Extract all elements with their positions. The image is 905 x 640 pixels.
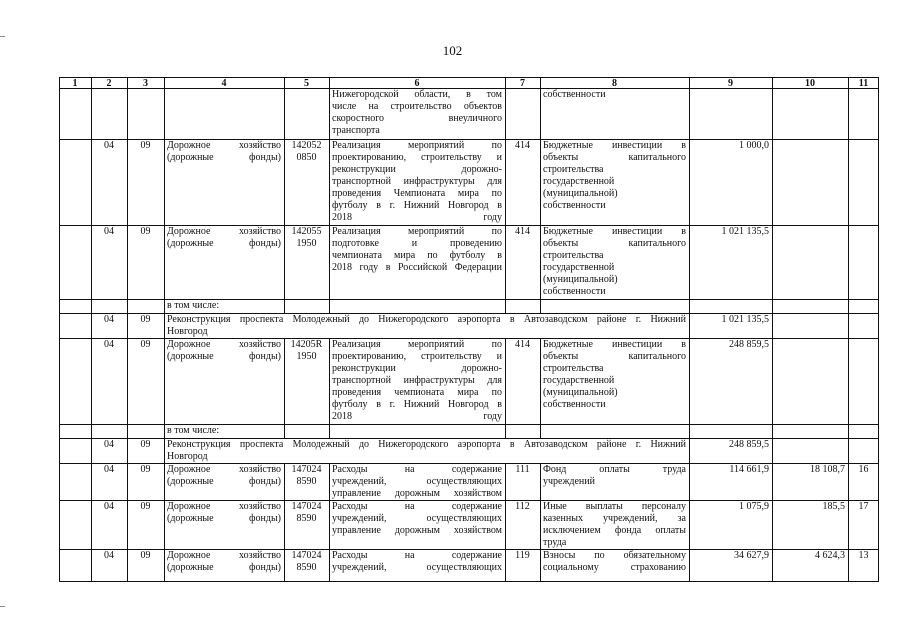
table-cell-8: Фонд оплаты труда учреждений xyxy=(543,464,686,487)
table-cell-9: 1 021 135,5 xyxy=(721,226,769,237)
table-cell-8: Взносы по обязательному социальному страхованию xyxy=(543,550,686,573)
table-cell-5: 147024 8590 xyxy=(291,550,322,573)
table-cell-2: 04 xyxy=(104,226,114,237)
table-cell-4: Дорожное хозяйство (дорожные фонды) xyxy=(167,140,281,163)
table-cell-7: 119 xyxy=(515,550,530,561)
column-divider xyxy=(127,77,128,582)
column-divider xyxy=(848,77,849,582)
table-cell-3: 09 xyxy=(140,140,151,151)
table-cell-6: Реализация мероприятий по проектированию, строительству и реконструкции дорожно- транспортной инфраструктуры для проведения чемпионата мира по футболу в г. Нижний Новгород в 2018 году xyxy=(332,339,502,422)
table-cell-2: 04 xyxy=(104,464,114,475)
header-cell: 6 xyxy=(414,78,420,88)
table-cell-2: 04 xyxy=(104,439,114,450)
table-cell-6: Нижегородской области, в том числе на строительство объектов скоростного внеуличного транспорта xyxy=(332,89,502,136)
table-cell-5: 147024 8590 xyxy=(291,464,322,487)
table-cell-2: 04 xyxy=(104,339,114,350)
column-divider xyxy=(59,77,60,582)
table-cell-3: 09 xyxy=(140,314,151,325)
table-cell-4: в том числе: xyxy=(167,425,220,436)
header-cell: 3 xyxy=(143,78,148,88)
table-cell-9: 1 075,9 xyxy=(739,501,769,512)
table-border-top xyxy=(59,77,879,78)
header-cell: 7 xyxy=(520,78,525,88)
table-cell-11: 16 xyxy=(858,464,869,475)
table-cell-4: Дорожное хозяйство (дорожные фонды) xyxy=(167,226,281,249)
table-cell-8: собственности xyxy=(543,89,606,100)
table-cell-11: 13 xyxy=(858,550,869,561)
table-cell-5: 142052 0850 xyxy=(291,140,322,163)
header-cell: 11 xyxy=(858,78,869,88)
table-cell-7: 414 xyxy=(515,339,530,350)
table-cell-9: 1 021 135,5 xyxy=(721,314,769,325)
header-cell: 10 xyxy=(805,78,815,88)
table-cell-5: 142055 1950 xyxy=(291,226,322,249)
header-cell: 1 xyxy=(72,78,78,88)
table-cell-2: 04 xyxy=(104,314,114,325)
table-cell-10: 185,5 xyxy=(822,501,845,512)
table-cell-3: 09 xyxy=(140,339,151,350)
table-cell-7: 414 xyxy=(515,140,530,151)
table-cell-2: 04 xyxy=(104,501,114,512)
table-cell-9: 34 627,9 xyxy=(734,550,769,561)
header-cell: 4 xyxy=(221,78,227,88)
header-cell: 9 xyxy=(728,78,733,88)
table-cell-4: Реконструкция проспекта Молодежный до Нижегородского аэропорта в Автозаводском районе г. Нижний Новгород xyxy=(167,314,686,337)
table-cell-9: 114 661,9 xyxy=(729,464,769,475)
table-cell-3: 09 xyxy=(140,501,151,512)
table-cell-10: 18 108,7 xyxy=(810,464,845,475)
table-cell-4: Реконструкция проспекта Молодежный до Нижегородского аэропорта в Автозаводском районе г. Нижний Новгород xyxy=(167,439,686,462)
column-divider xyxy=(164,77,165,582)
table-cell-5: 147024 8590 xyxy=(291,501,322,524)
table-cell-6: Расходы на содержание учреждений, осуществляющих управление дорожным хозяйством xyxy=(332,501,502,536)
table-cell-3: 09 xyxy=(140,550,151,561)
table-cell-6: Расходы на содержание учреждений, осуществляющих xyxy=(332,550,502,573)
table-cell-7: 111 xyxy=(515,464,530,475)
table-cell-9: 248 859,5 xyxy=(729,439,769,450)
column-divider xyxy=(91,77,92,582)
table-cell-8: Бюджетные инвестиции в объекты капитального строительства государственной (муниципальной) собственности xyxy=(543,226,686,297)
column-divider xyxy=(689,77,690,582)
table-cell-9: 248 859,5 xyxy=(729,339,769,350)
table-cell-3: 09 xyxy=(140,439,151,450)
table-cell-4: в том числе: xyxy=(167,300,220,311)
table-cell-9: 1 000,0 xyxy=(739,140,769,151)
table-cell-11: 17 xyxy=(858,501,869,512)
scan-edge-mark xyxy=(0,606,5,607)
table-cell-3: 09 xyxy=(140,226,151,237)
table-cell-8: Бюджетные инвестиции в объекты капитального строительства государственной (муниципальной) собственности xyxy=(543,140,686,211)
table-cell-7: 112 xyxy=(515,501,530,512)
table-cell-5: 14205R 1950 xyxy=(290,339,323,362)
budget-table xyxy=(59,77,879,582)
column-divider xyxy=(772,77,773,582)
table-border-right xyxy=(878,77,879,582)
table-cell-6: Реализация мероприятий по подготовке и проведению чемпионата мира по футболу в 2018 году в Российской Федерации xyxy=(332,226,502,273)
page-number: 102 xyxy=(442,43,463,58)
table-cell-6: Реализация мероприятий по проектированию, строительству и реконструкции дорожно- транспортной инфраструктуры для проведения Чемпионата мира по футболу в г. Нижний Новгород в 2018 году xyxy=(332,140,502,223)
table-cell-4: Дорожное хозяйство (дорожные фонды) xyxy=(167,501,281,524)
table-cell-2: 04 xyxy=(104,140,114,151)
table-cell-8: Бюджетные инвестиции в объекты капитального строительства государственной (муниципальной) собственности xyxy=(543,339,686,410)
header-cell: 8 xyxy=(612,78,617,88)
table-cell-4: Дорожное хозяйство (дорожные фонды) xyxy=(167,550,281,573)
table-cell-8: Иные выплаты персоналу казенных учреждений, за исключением фонда оплаты труда xyxy=(543,501,686,548)
table-cell-4: Дорожное хозяйство (дорожные фонды) xyxy=(167,464,281,487)
table-cell-10: 4 624,3 xyxy=(815,550,845,561)
header-cell: 5 xyxy=(304,78,309,88)
scan-edge-mark xyxy=(0,36,5,37)
table-cell-4: Дорожное хозяйство (дорожные фонды) xyxy=(167,339,281,362)
table-cell-6: Расходы на содержание учреждений, осуществляющих управление дорожным хозяйством xyxy=(332,464,502,499)
header-cell: 2 xyxy=(106,78,112,88)
table-cell-2: 04 xyxy=(104,550,114,561)
table-cell-7: 414 xyxy=(515,226,530,237)
table-cell-3: 09 xyxy=(140,464,151,475)
